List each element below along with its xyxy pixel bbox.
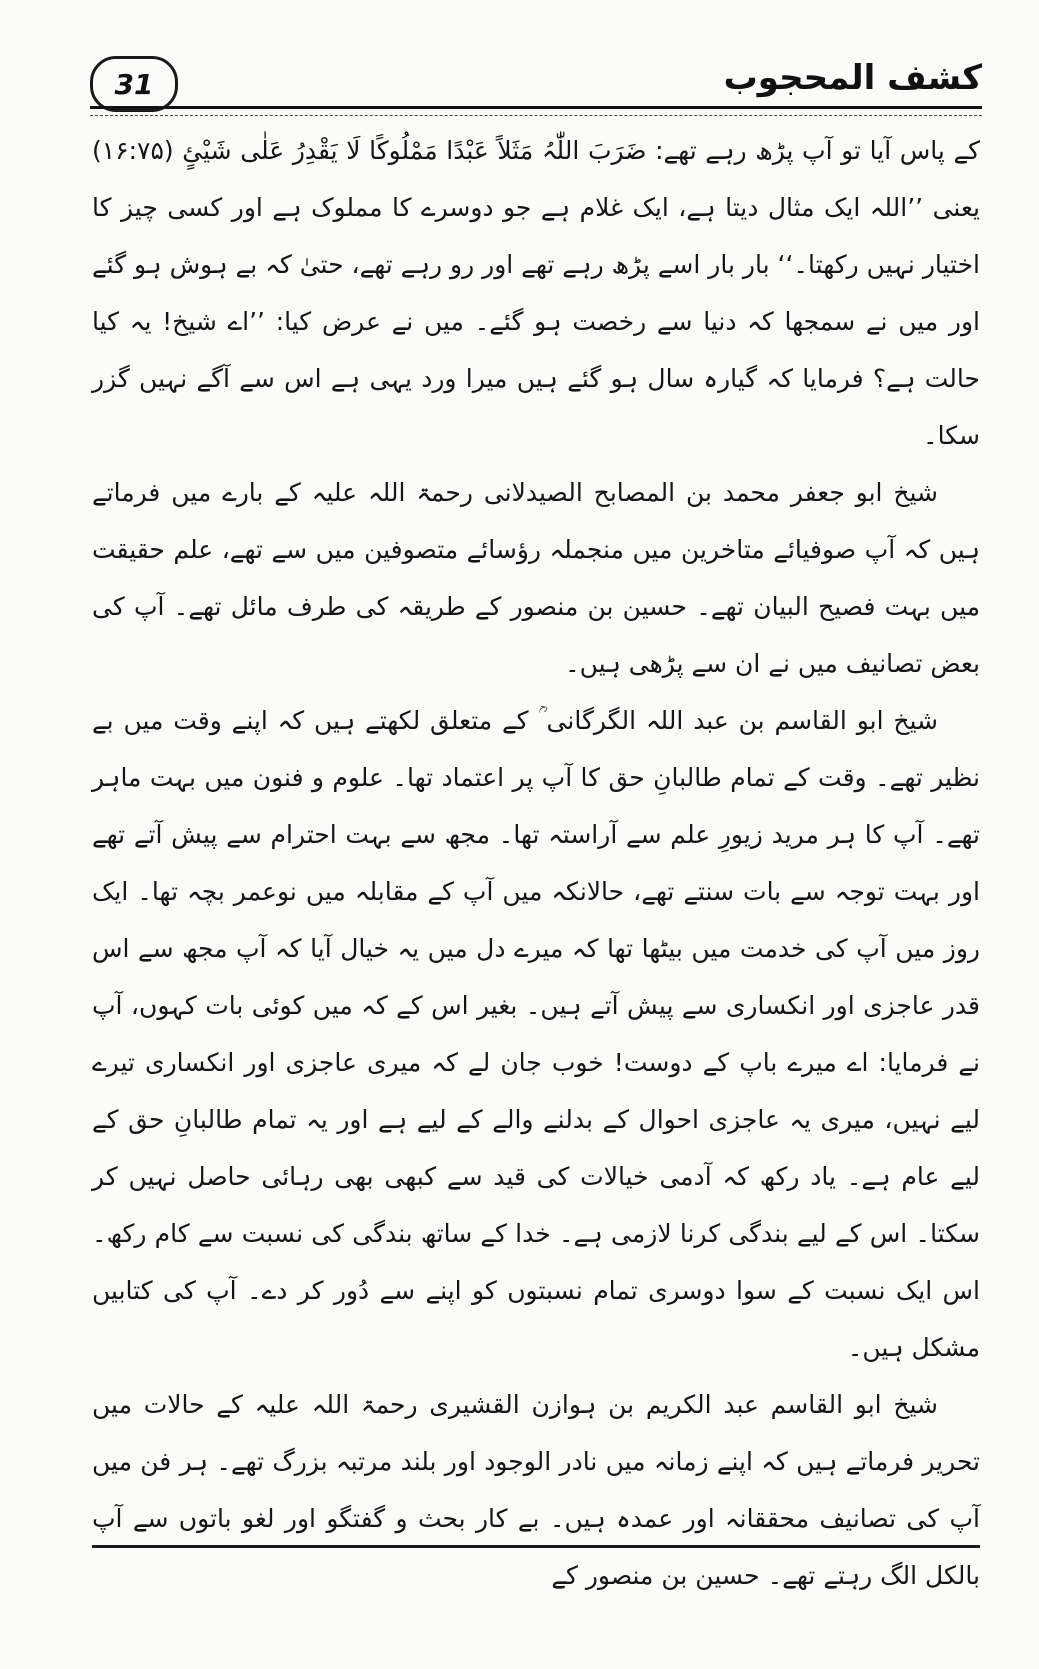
paragraph-2: شیخ ابو جعفر محمد بن المصابح الصیدلانی رحمۃ اللہ علیہ کے بارے میں فرماتے ہیں کہ آپ صوفیائے متاخرین میں منجملہ رؤسائے متصوفین میں سے تھے، علم حقیقت میں بہت فصیح البیان تھے۔ حسین بن منصور کے طریقہ کی طرف مائل تھے۔ آپ کی بعض تصانیف میں نے ان سے پڑھی ہیں۔ [92,478,980,678]
paragraph-1: کے پاس آیا تو آپ پڑھ رہے تھے: ضَرَبَ اللّٰہُ مَثَلاً عَبْدًا مَمْلُوکًا لَا یَقْدِرُ عَلٰی شَیْئٍ (۱۶:۷۵) یعنی ’’اللہ ایک مثال دیتا ہے، ایک غلام ہے جو دوسرے کا مملوک ہے اور کسی چیز کا اختیار نہیں رکھتا۔‘‘ بار بار اسے پڑھ رہے تھے اور رو رہے تھے، حتیٰ کہ بے ہوش ہو گئے اور میں نے سمجھا کہ دنیا سے رخصت ہو گئے۔ میں نے عرض کیا: ’’اے شیخ! یہ کیا حالت ہے؟ فرمایا کہ گیارہ سال ہو گئے ہیں میرا ورد یہی ہے اس سے آگے نہیں گزر سکا۔ [92,136,980,450]
page-body [92,122,980,1604]
paragraph-3: شیخ ابو القاسم بن عبد اللہ الگرگانی ؒ کے متعلق لکھتے ہیں کہ اپنے وقت میں بے نظیر تھے۔ وقت کے تمام طالبانِ حق کا آپ پر اعتماد تھا۔ علوم و فنون میں بہت ماہر تھے۔ آپ کا ہر مرید زیورِ علم سے آراستہ تھا۔ مجھ سے بہت احترام سے پیش آتے تھے اور بہت توجہ سے بات سنتے تھے، حالانکہ میں آپ کے مقابلہ میں نوعمر بچہ تھا۔ ایک روز میں آپ کی خدمت میں بیٹھا تھا کہ میرے دل میں یہ خیال آیا کہ آپ مجھ سے اس قدر عاجزی اور انکساری سے پیش آتے ہیں۔ بغیر اس کے کہ میں کوئی بات کہوں، آپ نے فرمایا: اے میرے باپ کے دوست! خوب جان لے کہ میری عاجزی اور انکساری تیرے لیے نہیں، میری یہ عاجزی احوال کے بدلنے والے کے لیے ہے اور یہ تمام طالبانِ حق کے لیے عام ہے۔ یاد رکھ کہ آدمی خیالات کی قید سے کبھی بھی رہائی حاصل نہیں کر سکتا۔ اس کے لیے بندگی کرنا لازمی ہے۔ خدا کے ساتھ بندگی کی نسبت سے کام رکھ۔ اس ایک نسبت کے سوا دوسری تمام نسبتوں کو اپنے سے دُور کر دے۔ آپ کی کتابیں مشکل ہیں۔ [92,706,980,1362]
page-header [90,48,982,108]
page-number: 31 [90,56,178,112]
book-title: کشف المحجوب [723,58,982,98]
footer-divider [92,1545,980,1548]
paragraph-4: شیخ ابو القاسم عبد الکریم بن ہوازن القشیری رحمۃ اللہ علیہ کے حالات میں تحریر فرماتے ہیں کہ اپنے زمانہ میں نادر الوجود اور بلند مرتبہ بزرگ تھے۔ ہر فن میں آپ کی تصانیف محققانہ اور عمدہ ہیں۔ بے کار بحث و گفتگو اور لغو باتوں سے آپ بالکل الگ رہتے تھے۔ حسین بن منصور کے [92,1390,980,1590]
header-divider [90,106,982,116]
